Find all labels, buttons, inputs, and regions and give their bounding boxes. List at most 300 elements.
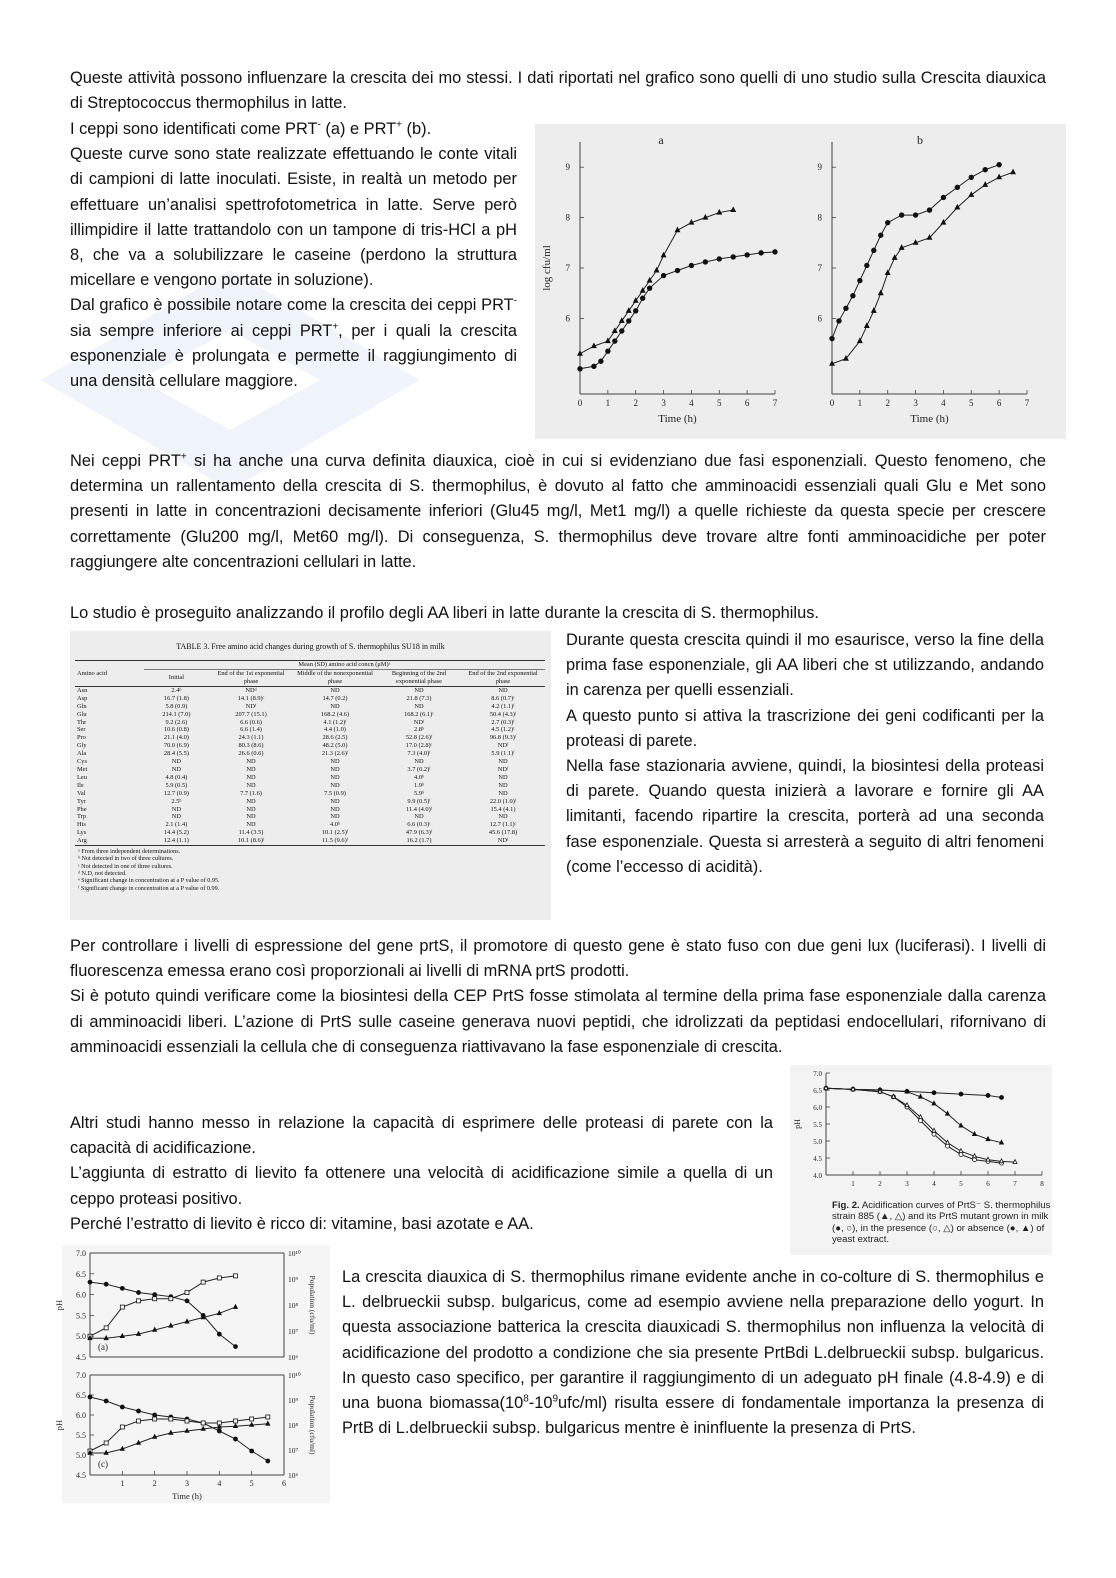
data-point <box>858 338 863 342</box>
x-tick-label: 2 <box>885 398 890 408</box>
table-cell: 4.2 (1.1)ᶠ <box>491 702 515 710</box>
table-cell: 9.2 (2.6) <box>165 718 188 726</box>
x-tick-label: 0 <box>577 398 583 408</box>
table-cell: ND <box>246 781 256 789</box>
y-tick-label: 4.0 <box>813 1172 822 1180</box>
intro-p2: I ceppi sono identificati come PRT- (a) e PRT+ (b). <box>70 119 432 138</box>
y-tick-label: 5.5 <box>76 1431 86 1440</box>
x-tick-label: 5 <box>249 1479 254 1488</box>
x-tick-label: 5 <box>959 1180 963 1188</box>
table-cell: ND <box>330 797 340 805</box>
data-point <box>731 207 736 211</box>
data-point <box>201 1280 205 1284</box>
data-point <box>885 270 890 274</box>
y2-tick-label: 10⁷ <box>288 1446 299 1455</box>
y2-tick-label: 10⁸ <box>288 1301 299 1310</box>
data-point <box>878 233 883 238</box>
data-point <box>654 268 659 272</box>
table-cell: ND <box>246 773 256 781</box>
data-point <box>1000 1095 1004 1099</box>
table-cell: ND <box>498 813 508 821</box>
table-row <box>75 829 545 837</box>
intro-left-column <box>70 117 517 394</box>
data-point <box>250 1417 254 1421</box>
data-point <box>913 213 918 218</box>
table-cell: 21.1 (4.0) <box>163 734 189 742</box>
table-row <box>75 734 545 742</box>
table-cell: 5.9ᵇ <box>414 789 424 797</box>
x-tick-label: 6 <box>744 398 750 408</box>
table-row <box>75 813 545 821</box>
data-point <box>1000 1140 1004 1144</box>
growth-chart-figure <box>535 124 1066 439</box>
table-cell: ND <box>498 686 508 694</box>
y-axis-label: pH <box>54 1299 64 1311</box>
table-cell: 11.4 (4.0)ᶠ <box>405 805 433 813</box>
data-point <box>973 1158 977 1162</box>
data-point <box>234 1424 238 1428</box>
data-point <box>899 213 904 218</box>
data-point <box>613 339 618 344</box>
y-tick-label: 7.0 <box>813 1070 822 1078</box>
table-cell: 2.5ᵇ <box>171 797 182 805</box>
data-point <box>973 1154 977 1158</box>
data-point <box>871 308 876 312</box>
data-point <box>153 1417 157 1421</box>
table-cell: NDᶠ <box>497 742 509 750</box>
table-row <box>75 782 545 790</box>
data-point <box>633 309 638 314</box>
table-cell: 14.4 (5.2) <box>163 829 189 837</box>
data-point <box>871 248 876 253</box>
data-point <box>837 319 842 324</box>
data-point <box>1011 169 1016 173</box>
data-point <box>104 1326 108 1330</box>
data-point <box>234 1419 238 1423</box>
table-row <box>75 695 545 703</box>
table-cell: Phe <box>77 805 87 813</box>
table-footnotes <box>78 848 551 892</box>
table-cell: 7.5 (0.9) <box>324 789 346 797</box>
table-cell: 26.6 (0.6) <box>238 750 264 758</box>
table-cell: 12.7 (0.9) <box>163 789 189 797</box>
intro-paragraph <box>70 66 1046 116</box>
table-cell: ND <box>246 765 256 773</box>
x-tick-label: 4 <box>217 1479 222 1488</box>
table-col-header: Middle of the nonexponential phase <box>297 670 373 686</box>
y-tick-label: 5.0 <box>76 1451 86 1460</box>
data-point <box>104 1282 108 1286</box>
panel-title: a <box>658 133 664 147</box>
coculture-p: La crescita diauxica di S. thermophilus rimane evidente anche in co-colture di S. thermophilus e L. delbrueckii subsp. bulgaricus, come ad esempio avviene nella preparazione dello yogurt. In questa associazione batterica la crescita diauxicadi S. thermophilus non influenza la velocità di acidificazione del prodotto a condizione che sia presente PrtBdi L.delbrueckii subsp. bulgaricus. In questo caso specifico, per garantire il raggiungimento di un adeguato pH finale (4.8-4.9) e di una buona $biomassa(10^8-10^9ufc/ml)$ risulta essere di fondamentale importanza la presenza di PrtB di L.delbrueckii subsp. bulgaricus mentre è ininfluente la presenza di PrtS. <box>342 1268 1044 1438</box>
prts-p1: Per controllare i livelli di espressione del gene prtS, il promotore di questo gene è stato fuso con due geni lux (luciferasi). I livelli di fluorescenza emessa erano così proporzionali ai livelli di mRNA prtS prodotti. <box>70 937 1046 981</box>
table-cell: 5.9 (1.1)ᶠ <box>491 750 515 758</box>
data-point <box>932 1091 936 1095</box>
data-point <box>120 1286 124 1290</box>
table-col-header: Amino acid <box>77 669 107 677</box>
x-tick-label: 0 <box>829 398 835 408</box>
data-point <box>946 1140 950 1144</box>
data-point <box>104 1336 108 1340</box>
data-point <box>955 205 960 209</box>
x-tick-label: 1 <box>851 1180 855 1188</box>
table-cell: NDᶠ <box>497 837 509 845</box>
data-point <box>675 268 680 273</box>
series-line-circles <box>832 165 999 339</box>
y2-tick-label: 10¹⁰ <box>288 1371 301 1380</box>
table-cell: ND <box>171 758 181 766</box>
y-tick-label: 4.5 <box>76 1353 86 1362</box>
y-tick-label: 4.5 <box>813 1155 822 1163</box>
x-tick-label: 6 <box>986 1180 990 1188</box>
table-cell: 168.2 (4.6) <box>320 710 350 718</box>
acid-p1: Altri studi hanno messo in relazione la capacità di esprimere delle proteasi di parete con la capacità di acidificazione. <box>70 1114 773 1158</box>
table-cell: 21.3 (2.6)ᶠ <box>321 750 349 758</box>
table-cell: Leu <box>77 773 87 781</box>
y2-tick-label: 10⁶ <box>288 1353 299 1362</box>
series-line-s-thermophilus <box>90 1417 268 1451</box>
data-point <box>185 1319 189 1323</box>
data-point <box>153 1293 157 1297</box>
prts-section <box>70 934 1046 1060</box>
table-cell: ND <box>414 813 424 821</box>
data-point <box>120 1425 124 1429</box>
data-point <box>185 1291 189 1295</box>
series-line-l-bulgaricus <box>90 1307 236 1338</box>
y-tick-label: 6.5 <box>76 1391 86 1400</box>
data-point <box>234 1274 238 1278</box>
table-row <box>75 726 545 734</box>
data-point <box>661 273 666 278</box>
table-row <box>75 806 545 814</box>
table-cell: 168.2 (6.1)ᶜ <box>404 710 434 718</box>
table-cell: ND <box>330 813 340 821</box>
data-point <box>941 195 946 200</box>
data-point <box>606 349 611 354</box>
table-cell: ND <box>171 813 181 821</box>
study-intro-text: Lo studio è proseguito analizzando il profilo degli AA liberi in latte durante la crescita di S. thermophilus. <box>70 604 819 622</box>
table-cell: Asn <box>77 686 88 694</box>
x-tick-label: 2 <box>152 1479 157 1488</box>
table-cell: 207.7 (15.1) <box>235 710 267 718</box>
data-point <box>919 1094 923 1098</box>
table-cell: ND <box>498 789 508 797</box>
table-cell: Tyr <box>77 797 86 805</box>
coculture-chart-figure <box>54 1245 330 1503</box>
y-tick-label: 5.0 <box>813 1138 822 1146</box>
study-p3: Nella fase stazionaria avviene, quindi, la biosintesi della proteasi di parete. Quando questa inizierà a lavorare e fornire gli AA limitanti, facendo ripartire la crescita, porterà ad una seconda fase esponenziale. Questa si arresterà a seguito di altri fenomeni (come l’eccesso di acidità). <box>566 757 1044 876</box>
table-cell: Gly <box>77 742 87 750</box>
table-cell: 47.9 (6.3)ᶠ <box>405 829 433 837</box>
table-cell: ND <box>330 773 340 781</box>
x-tick-label: 2 <box>633 398 638 408</box>
table-cell: 22.0 (1.0)ᶠ <box>489 797 517 805</box>
table-cell: 12.7 (1.1)ᶜ <box>489 821 517 829</box>
table-cell: 80.3 (8.6) <box>238 742 264 750</box>
table-cell: 5.8 (0.9) <box>165 702 188 710</box>
series-line-ph <box>90 1397 268 1461</box>
data-point <box>104 1399 108 1403</box>
table-cell: Ile <box>77 781 84 789</box>
panel-title: b <box>917 133 923 147</box>
intro-p1: Queste attività possono influenzare la crescita dei mo stessi. I dati riportati nel grafico sono quelli di uno studio sulla Crescita diauxica di Streptococcus thermophilus in latte. <box>70 69 1046 113</box>
panel-title: (c) <box>98 1459 108 1469</box>
data-point <box>153 1297 157 1301</box>
data-point <box>959 1149 963 1153</box>
table-cell: 2.7 (0.3)ᶠ <box>491 718 515 726</box>
y2-tick-label: 10⁹ <box>288 1275 299 1284</box>
x-tick-label: 7 <box>1024 398 1030 408</box>
chart-panel <box>54 1249 317 1362</box>
chart-panel <box>793 1070 1044 1188</box>
table-cell: ND <box>330 758 340 766</box>
chart-panel <box>541 133 778 425</box>
table-cell: ND <box>330 781 340 789</box>
table-cell: 214.1 (7.0) <box>162 710 191 718</box>
data-point <box>137 1441 141 1445</box>
table-cell: 28.4 (5.5) <box>163 750 189 758</box>
table-row <box>75 837 545 845</box>
data-point <box>104 1441 108 1445</box>
table-cell: 10.1 (8.6)ᶠ <box>237 837 265 845</box>
table-cell: 4.4 (1.0) <box>324 726 346 734</box>
data-point <box>88 1280 92 1284</box>
acid-p2: L’aggiunta di estratto di lievito fa ottenere una velocità di acidificazione simile a quella di un ceppo proteasi positivo. <box>70 1164 773 1208</box>
table-col-header: Initial <box>168 674 185 682</box>
x-axis-label: Time (h) <box>172 1491 202 1501</box>
data-point <box>592 364 597 369</box>
table-col-header: End of the 2nd exponential phase <box>468 670 538 686</box>
data-point <box>250 1423 254 1427</box>
y-tick-label: 7.0 <box>76 1371 86 1380</box>
data-point <box>905 1103 909 1107</box>
data-point <box>703 260 708 265</box>
table-cell: 6.6 (0.6) <box>240 718 262 726</box>
data-point <box>153 1413 157 1417</box>
table-cell: Val <box>77 789 86 797</box>
table-footnote: ᶠ Significant change in concentration at a P value of 0.99. <box>78 884 220 892</box>
data-point <box>946 1111 950 1115</box>
x-axis-label: Time (h) <box>658 413 697 425</box>
y-tick-label: 6.0 <box>76 1290 86 1300</box>
data-point <box>865 263 870 268</box>
table-caption: TABLE 3. Free amino acid changes during growth of S. thermophilus SU18 in milk <box>176 642 445 651</box>
table-cell: 4.1 (1.2)ᶠ <box>323 718 347 726</box>
data-point <box>626 319 631 324</box>
y2-axis-label: Population (cfu/ml) <box>308 1275 317 1335</box>
table-cell: ND <box>414 702 424 710</box>
data-point <box>986 1137 990 1141</box>
data-point <box>619 329 624 334</box>
table-cell: Cys <box>77 758 87 766</box>
data-point <box>266 1459 270 1463</box>
data-point <box>983 167 988 172</box>
data-point <box>959 1153 963 1157</box>
y-axis-label: log cfu/ml <box>541 245 553 291</box>
table-cell: ND <box>498 758 508 766</box>
y2-tick-label: 10⁶ <box>288 1471 299 1480</box>
data-point <box>250 1449 254 1453</box>
y-tick-label: 8 <box>565 212 570 223</box>
y-tick-label: 6.0 <box>813 1104 822 1112</box>
table-cell: Asp <box>77 694 88 702</box>
data-point <box>973 1132 977 1136</box>
table-cell: Ser <box>77 726 86 734</box>
data-point <box>932 1101 936 1105</box>
x-tick-label: 6 <box>996 398 1002 408</box>
y2-tick-label: 10⁹ <box>288 1396 299 1405</box>
y2-tick-label: 10⁷ <box>288 1327 299 1336</box>
x-tick-label: 1 <box>120 1479 125 1488</box>
data-point <box>927 208 932 213</box>
table-cell: 14.1 (8.9)ᶜ <box>237 694 265 702</box>
table-row <box>75 750 545 758</box>
data-point <box>717 257 722 262</box>
acidification-chart <box>790 1065 1052 1195</box>
table-row <box>75 821 545 829</box>
table-cell: 4.5 (1.2)ᶜ <box>491 726 515 734</box>
data-point <box>959 1092 963 1096</box>
y-tick-label: 6 <box>565 313 570 324</box>
data-point <box>858 278 863 283</box>
table-cell: Arg <box>77 837 87 845</box>
table-cell: 6.6 (1.4) <box>240 726 262 734</box>
table-row <box>75 758 545 766</box>
table-cell: 96.8 (9.3)ᶠ <box>489 734 517 742</box>
table-cell: ND <box>246 813 256 821</box>
table-cell: Thr <box>77 718 87 726</box>
data-point <box>120 1334 124 1338</box>
data-point <box>640 296 645 301</box>
data-point <box>120 1447 124 1451</box>
table-cell: NDᶠ <box>413 718 425 726</box>
x-tick-label: 7 <box>772 398 778 408</box>
table-cell: ND <box>330 765 340 773</box>
series-line-triangles <box>832 172 1013 364</box>
study-right-column <box>566 628 1044 880</box>
table-cell: 10.1 (2.5)ᶠ <box>321 829 349 837</box>
table-row <box>75 719 545 727</box>
x-axis-label: Time (h) <box>910 413 949 425</box>
data-point <box>185 1419 189 1423</box>
x-tick-label: 4 <box>689 398 694 408</box>
table-cell: Glu <box>77 710 87 718</box>
table-cell: ND <box>498 781 508 789</box>
y-tick-label: 5.5 <box>813 1121 822 1129</box>
acidification-caption: Fig. 2. Acidification curves of PrtS⁻ S. thermophilus strain 885 (▲, △) and its PrtS mutant grown in milk (●, ○), in the presence (○, △) or absence (●, ▲) of yeast extract. <box>832 1200 1051 1246</box>
series-line-open-circle <box>826 1088 1002 1163</box>
data-point <box>745 253 750 258</box>
data-point <box>266 1415 270 1419</box>
data-point <box>830 336 835 341</box>
amino-acid-table-figure <box>70 631 551 920</box>
table-cell: 7.7 (1.6) <box>240 789 262 797</box>
table-col-header: End of the 1st exponential phase <box>217 670 285 686</box>
x-tick-label: 5 <box>717 398 722 408</box>
table-cell: 52.8 (2.6)ᶠ <box>405 734 433 742</box>
table-cell: ND <box>414 686 424 694</box>
acidification-section <box>70 1111 773 1237</box>
data-point <box>169 1323 173 1327</box>
data-point <box>137 1419 141 1423</box>
table-cell: 1.9ᵇ <box>414 781 424 789</box>
data-point <box>153 1435 157 1439</box>
y-tick-label: 9 <box>817 162 822 173</box>
y2-tick-label: 10⁸ <box>288 1421 299 1430</box>
table-footnote: ᵈ N.D, not detected. <box>78 869 127 877</box>
table-cell: Ala <box>77 750 87 758</box>
table-cell: 4.0ᵇ <box>414 773 424 781</box>
x-tick-label: 3 <box>905 1180 909 1188</box>
y2-tick-label: 10¹⁰ <box>288 1249 301 1258</box>
table-cell: 14.7 (0.2) <box>322 694 348 702</box>
x-tick-label: 2 <box>878 1180 882 1188</box>
table-cell: 28.6 (2.5) <box>322 734 348 742</box>
table-cell: ND <box>330 702 340 710</box>
data-point <box>946 1144 950 1148</box>
y-axis-label: pH <box>793 1119 802 1129</box>
table-cell: NDᵈ <box>245 686 257 694</box>
y-tick-label: 6.5 <box>813 1087 822 1095</box>
table-footnote: ᵃ From three independent determinations. <box>78 848 181 856</box>
study-p1: Durante questa crescita quindi il mo esaurisce, verso la fine della prima fase esponenziale, gli AA liberi che st utilizzando, andando in carenza per quelli essenziali. <box>566 631 1044 700</box>
data-point <box>969 175 974 180</box>
acid-p3: Perché l’estratto di lievito è ricco di: vitamine, basi azotate e AA. <box>70 1214 534 1233</box>
table-cell: Gln <box>77 702 87 710</box>
table-cell: ND <box>414 758 424 766</box>
table-cell: 11.5 (9.6)ᶠ <box>321 837 349 845</box>
data-point <box>137 1299 141 1303</box>
table-cell: 2.1 (1.4) <box>165 821 188 829</box>
table-cell: NDᶠ <box>245 702 257 710</box>
table-cell: 5.9 (0.5) <box>165 781 188 789</box>
data-point <box>137 1291 141 1295</box>
data-point <box>137 1332 141 1336</box>
amino-acid-table <box>75 660 545 846</box>
data-point <box>217 1332 221 1336</box>
table-row <box>75 686 545 694</box>
panel-title: (a) <box>98 1342 108 1352</box>
y-tick-label: 4.5 <box>76 1471 86 1480</box>
data-point <box>201 1421 205 1425</box>
table-cell: Trp <box>77 813 87 821</box>
data-point <box>647 286 652 291</box>
study-intro <box>70 601 1046 626</box>
coculture-chart <box>54 1245 330 1503</box>
data-point <box>919 1115 923 1119</box>
y-tick-label: 6.0 <box>76 1411 86 1420</box>
table-cell: His <box>77 821 86 829</box>
data-point <box>932 1132 936 1136</box>
data-point <box>759 251 764 256</box>
table-cell: 11.4 (3.5) <box>238 829 264 837</box>
data-point <box>851 293 856 298</box>
data-point <box>185 1429 189 1433</box>
table-cell: ND <box>498 773 508 781</box>
table-cell: ND <box>171 805 181 813</box>
table-row <box>75 774 545 782</box>
chart-panel <box>818 133 1030 425</box>
x-tick-label: 4 <box>941 398 946 408</box>
coculture-paragraph <box>342 1265 1044 1441</box>
table-cell: Pro <box>77 734 86 742</box>
table-cell: 2.8ᵇ <box>414 726 424 734</box>
y-tick-label: 7.0 <box>76 1249 86 1258</box>
x-tick-label: 1 <box>605 398 611 408</box>
table-cell: 48.2 (5.0) <box>322 742 348 750</box>
table-footnote: ᵇ Not detected in two of three cultures. <box>78 855 174 863</box>
table-cell: ND <box>246 797 256 805</box>
